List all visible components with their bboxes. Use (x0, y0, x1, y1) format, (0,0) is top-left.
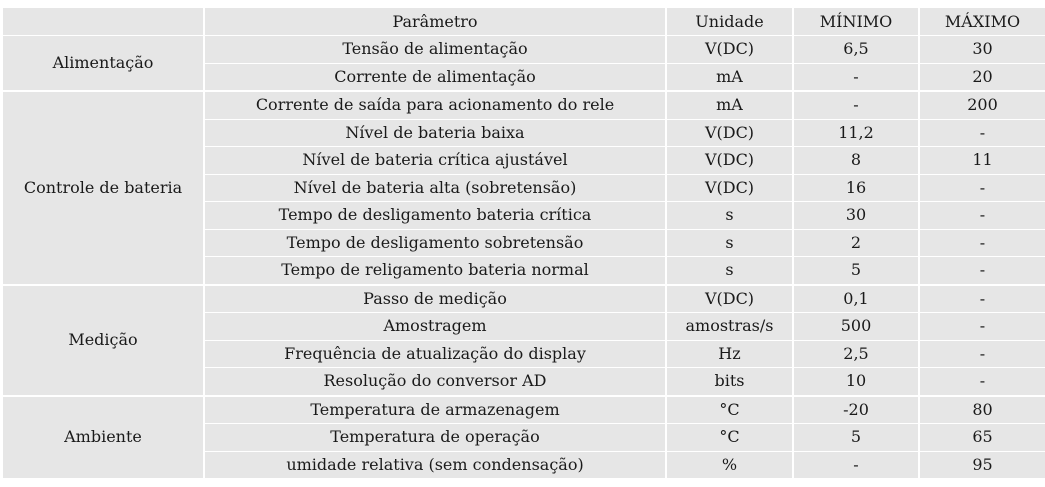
maximum-cell: 80 (919, 396, 1045, 424)
header-parameter: Parâmetro (204, 8, 666, 36)
minimum-cell: 2 (793, 229, 919, 257)
maximum-cell: - (919, 257, 1045, 285)
parameter-cell: Frequência de atualização do display (204, 340, 666, 368)
parameter-cell: Tempo de desligamento sobretensão (204, 229, 666, 257)
unit-cell: V(DC) (666, 119, 793, 147)
minimum-cell: 10 (793, 368, 919, 396)
maximum-cell: - (919, 229, 1045, 257)
unit-cell: amostras/s (666, 313, 793, 341)
unit-cell: s (666, 202, 793, 230)
parameter-cell: Temperatura de armazenagem (204, 396, 666, 424)
maximum-cell: - (919, 285, 1045, 313)
minimum-cell: 500 (793, 313, 919, 341)
minimum-cell: - (793, 63, 919, 91)
minimum-cell: - (793, 451, 919, 479)
spec-table-container (3, 8, 1045, 480)
parameter-cell: Corrente de alimentação (204, 63, 666, 91)
unit-cell: Hz (666, 340, 793, 368)
unit-cell: s (666, 257, 793, 285)
minimum-cell: 11,2 (793, 119, 919, 147)
minimum-cell: 30 (793, 202, 919, 230)
maximum-cell: 20 (919, 63, 1045, 91)
table-header-row (3, 8, 1045, 36)
parameter-cell: Nível de bateria alta (sobretensão) (204, 174, 666, 202)
group-label: Controle de bateria (3, 91, 204, 285)
unit-cell: s (666, 229, 793, 257)
unit-cell: V(DC) (666, 285, 793, 313)
minimum-cell: 8 (793, 147, 919, 175)
minimum-cell: 5 (793, 257, 919, 285)
maximum-cell: 65 (919, 424, 1045, 452)
specifications-table (3, 8, 1045, 480)
parameter-cell: Tempo de religamento bateria normal (204, 257, 666, 285)
parameter-cell: Passo de medição (204, 285, 666, 313)
maximum-cell: 95 (919, 451, 1045, 479)
parameter-cell: Nível de bateria crítica ajustável (204, 147, 666, 175)
unit-cell: V(DC) (666, 147, 793, 175)
table-row (3, 285, 1045, 313)
parameter-cell: Temperatura de operação (204, 424, 666, 452)
maximum-cell: - (919, 202, 1045, 230)
parameter-cell: Tensão de alimentação (204, 36, 666, 64)
minimum-cell: 0,1 (793, 285, 919, 313)
parameter-cell: Nível de bateria baixa (204, 119, 666, 147)
maximum-cell: 11 (919, 147, 1045, 175)
table-row (3, 36, 1045, 64)
maximum-cell: 30 (919, 36, 1045, 64)
minimum-cell: - (793, 91, 919, 119)
unit-cell: V(DC) (666, 36, 793, 64)
minimum-cell: 2,5 (793, 340, 919, 368)
maximum-cell: - (919, 174, 1045, 202)
group-label: Ambiente (3, 396, 204, 480)
unit-cell: % (666, 451, 793, 479)
group-label: Alimentação (3, 36, 204, 92)
minimum-cell: 16 (793, 174, 919, 202)
maximum-cell: 200 (919, 91, 1045, 119)
header-group-cell (3, 8, 204, 36)
minimum-cell: 6,5 (793, 36, 919, 64)
parameter-cell: umidade relativa (sem condensação) (204, 451, 666, 479)
minimum-cell: 5 (793, 424, 919, 452)
unit-cell: mA (666, 91, 793, 119)
unit-cell: °C (666, 424, 793, 452)
maximum-cell: - (919, 368, 1045, 396)
minimum-cell: -20 (793, 396, 919, 424)
header-maximum: MÁXIMO (919, 8, 1045, 36)
unit-cell: mA (666, 63, 793, 91)
header-minimum: MÍNIMO (793, 8, 919, 36)
parameter-cell: Amostragem (204, 313, 666, 341)
maximum-cell: - (919, 119, 1045, 147)
unit-cell: °C (666, 396, 793, 424)
group-label: Medição (3, 285, 204, 396)
maximum-cell: - (919, 340, 1045, 368)
table-row (3, 396, 1045, 424)
header-unit: Unidade (666, 8, 793, 36)
table-row (3, 91, 1045, 119)
unit-cell: V(DC) (666, 174, 793, 202)
maximum-cell: - (919, 313, 1045, 341)
parameter-cell: Corrente de saída para acionamento do rele (204, 91, 666, 119)
parameter-cell: Resolução do conversor AD (204, 368, 666, 396)
unit-cell: bits (666, 368, 793, 396)
parameter-cell: Tempo de desligamento bateria crítica (204, 202, 666, 230)
